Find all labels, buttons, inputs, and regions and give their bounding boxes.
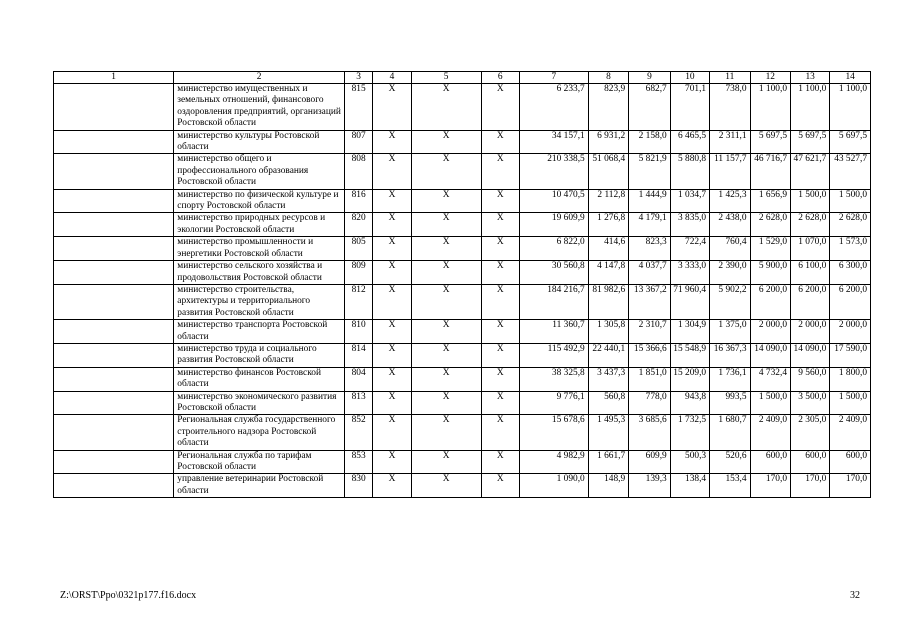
column-header-12: 12	[750, 72, 790, 84]
cell-col-12: 2 000,0	[750, 320, 790, 344]
cell-col-4: Х	[373, 343, 411, 367]
empty-cell	[54, 450, 174, 474]
empty-cell	[54, 130, 174, 154]
column-header-7: 7	[519, 72, 588, 84]
cell-col-3: 809	[344, 261, 372, 285]
cell-col-4: Х	[373, 84, 411, 131]
cell-col-4: Х	[373, 261, 411, 285]
table-row	[54, 320, 871, 344]
cell-col-13: 1 100,0	[791, 84, 830, 131]
header-row	[54, 72, 871, 84]
empty-cell	[54, 320, 174, 344]
cell-col-7: 4 982,9	[519, 450, 588, 474]
cell-col-11: 1 680,7	[710, 415, 750, 450]
page-number: 32	[850, 590, 860, 601]
cell-col-4: Х	[373, 284, 411, 319]
budget-table	[53, 71, 871, 498]
cell-col-3: 852	[344, 415, 372, 450]
cell-col-14: 1 100,0	[830, 84, 871, 131]
cell-col-8: 3 437,3	[588, 367, 628, 391]
cell-col-3: 853	[344, 450, 372, 474]
table-row	[54, 391, 871, 415]
cell-col-3: 830	[344, 474, 372, 498]
cell-col-5: Х	[411, 130, 481, 154]
cell-col-10: 1 034,7	[670, 189, 709, 213]
cell-col-13: 2 628,0	[791, 213, 830, 237]
cell-col-12: 1 529,0	[750, 237, 790, 261]
cell-col-2: министерство промышленности и энергетики Ростовской области	[174, 237, 345, 261]
empty-cell	[54, 343, 174, 367]
cell-col-7: 184 216,7	[519, 284, 588, 319]
cell-col-7: 19 609,9	[519, 213, 588, 237]
cell-col-12: 6 200,0	[750, 284, 790, 319]
cell-col-2: министерство финансов Ростовской области	[174, 367, 345, 391]
cell-col-13: 6 200,0	[791, 284, 830, 319]
cell-col-5: Х	[411, 154, 481, 189]
cell-col-8: 1 305,8	[588, 320, 628, 344]
cell-col-13: 6 100,0	[791, 261, 830, 285]
cell-col-13: 5 697,5	[791, 130, 830, 154]
cell-col-13: 1 500,0	[791, 189, 830, 213]
table-row	[54, 261, 871, 285]
cell-col-12: 600,0	[750, 450, 790, 474]
table-row	[54, 237, 871, 261]
cell-col-3: 804	[344, 367, 372, 391]
cell-col-2: министерство труда и социального развития Ростовской области	[174, 343, 345, 367]
cell-col-7: 6 233,7	[519, 84, 588, 131]
cell-col-5: Х	[411, 261, 481, 285]
cell-col-2: Региональная служба по тарифам Ростовской области	[174, 450, 345, 474]
cell-col-10: 943,8	[670, 391, 709, 415]
cell-col-8: 1 495,3	[588, 415, 628, 450]
cell-col-12: 2 628,0	[750, 213, 790, 237]
cell-col-4: Х	[373, 450, 411, 474]
cell-col-4: Х	[373, 213, 411, 237]
cell-col-14: 6 300,0	[830, 261, 871, 285]
cell-col-9: 1 851,0	[629, 367, 671, 391]
table-row	[54, 343, 871, 367]
cell-col-8: 414,6	[588, 237, 628, 261]
column-header-6: 6	[481, 72, 519, 84]
empty-cell	[54, 284, 174, 319]
table-row	[54, 415, 871, 450]
empty-cell	[54, 474, 174, 498]
cell-col-8: 6 931,2	[588, 130, 628, 154]
cell-col-11: 2 390,0	[710, 261, 750, 285]
cell-col-4: Х	[373, 237, 411, 261]
cell-col-7: 210 338,5	[519, 154, 588, 189]
column-header-4: 4	[373, 72, 411, 84]
cell-col-13: 2 305,0	[791, 415, 830, 450]
cell-col-12: 1 500,0	[750, 391, 790, 415]
cell-col-4: Х	[373, 154, 411, 189]
cell-col-12: 14 090,0	[750, 343, 790, 367]
column-header-11: 11	[710, 72, 750, 84]
cell-col-8: 4 147,8	[588, 261, 628, 285]
cell-col-4: Х	[373, 415, 411, 450]
cell-col-6: Х	[481, 189, 519, 213]
empty-cell	[54, 415, 174, 450]
table-row	[54, 130, 871, 154]
cell-col-11: 153,4	[710, 474, 750, 498]
cell-col-14: 1 500,0	[830, 391, 871, 415]
cell-col-3: 808	[344, 154, 372, 189]
cell-col-9: 4 037,7	[629, 261, 671, 285]
cell-col-9: 2 310,7	[629, 320, 671, 344]
cell-col-9: 609,9	[629, 450, 671, 474]
cell-col-2: министерство сельского хозяйства и продовольствия Ростовской области	[174, 261, 345, 285]
column-header-10: 10	[670, 72, 709, 84]
column-header-9: 9	[629, 72, 671, 84]
cell-col-7: 11 360,7	[519, 320, 588, 344]
cell-col-14: 1 500,0	[830, 189, 871, 213]
cell-col-6: Х	[481, 237, 519, 261]
cell-col-7: 30 560,8	[519, 261, 588, 285]
cell-col-4: Х	[373, 391, 411, 415]
cell-col-7: 9 776,1	[519, 391, 588, 415]
cell-col-8: 81 982,6	[588, 284, 628, 319]
cell-col-10: 3 333,0	[670, 261, 709, 285]
cell-col-10: 138,4	[670, 474, 709, 498]
cell-col-7: 1 090,0	[519, 474, 588, 498]
cell-col-2: министерство культуры Ростовской области	[174, 130, 345, 154]
cell-col-12: 1 100,0	[750, 84, 790, 131]
empty-cell	[54, 237, 174, 261]
cell-col-9: 13 367,2	[629, 284, 671, 319]
cell-col-10: 500,3	[670, 450, 709, 474]
cell-col-5: Х	[411, 189, 481, 213]
cell-col-3: 814	[344, 343, 372, 367]
cell-col-6: Х	[481, 415, 519, 450]
cell-col-8: 1 276,8	[588, 213, 628, 237]
cell-col-11: 520,6	[710, 450, 750, 474]
cell-col-14: 1 800,0	[830, 367, 871, 391]
cell-col-3: 816	[344, 189, 372, 213]
table-row	[54, 367, 871, 391]
cell-col-10: 15 209,0	[670, 367, 709, 391]
table-row	[54, 84, 871, 131]
cell-col-3: 813	[344, 391, 372, 415]
column-header-13: 13	[791, 72, 830, 84]
cell-col-6: Х	[481, 343, 519, 367]
cell-col-11: 738,0	[710, 84, 750, 131]
cell-col-2: министерство транспорта Ростовской области	[174, 320, 345, 344]
column-header-5: 5	[411, 72, 481, 84]
cell-col-8: 148,9	[588, 474, 628, 498]
cell-col-14: 17 590,0	[830, 343, 871, 367]
cell-col-10: 15 548,9	[670, 343, 709, 367]
cell-col-4: Х	[373, 189, 411, 213]
cell-col-6: Х	[481, 130, 519, 154]
cell-col-10: 1 732,5	[670, 415, 709, 450]
cell-col-5: Х	[411, 84, 481, 131]
empty-cell	[54, 189, 174, 213]
cell-col-5: Х	[411, 284, 481, 319]
cell-col-11: 16 367,3	[710, 343, 750, 367]
cell-col-2: министерство общего и профессионального образования Ростовской области	[174, 154, 345, 189]
cell-col-5: Х	[411, 343, 481, 367]
cell-col-13: 600,0	[791, 450, 830, 474]
cell-col-12: 5 697,5	[750, 130, 790, 154]
cell-col-13: 3 500,0	[791, 391, 830, 415]
cell-col-14: 2 628,0	[830, 213, 871, 237]
cell-col-4: Х	[373, 367, 411, 391]
cell-col-11: 1 425,3	[710, 189, 750, 213]
empty-cell	[54, 84, 174, 131]
cell-col-2: министерство по физической культуре и спорту Ростовской области	[174, 189, 345, 213]
cell-col-14: 2 409,0	[830, 415, 871, 450]
cell-col-3: 820	[344, 213, 372, 237]
column-header-8: 8	[588, 72, 628, 84]
cell-col-13: 2 000,0	[791, 320, 830, 344]
cell-col-7: 6 822,0	[519, 237, 588, 261]
cell-col-5: Х	[411, 320, 481, 344]
cell-col-11: 11 157,7	[710, 154, 750, 189]
cell-col-9: 5 821,9	[629, 154, 671, 189]
cell-col-11: 2 438,0	[710, 213, 750, 237]
cell-col-9: 4 179,1	[629, 213, 671, 237]
cell-col-6: Х	[481, 320, 519, 344]
column-header-2: 2	[174, 72, 345, 84]
column-header-3: 3	[344, 72, 372, 84]
cell-col-5: Х	[411, 367, 481, 391]
cell-col-7: 10 470,5	[519, 189, 588, 213]
cell-col-3: 807	[344, 130, 372, 154]
cell-col-6: Х	[481, 391, 519, 415]
cell-col-5: Х	[411, 213, 481, 237]
cell-col-10: 3 835,0	[670, 213, 709, 237]
empty-cell	[54, 367, 174, 391]
cell-col-3: 805	[344, 237, 372, 261]
table-row	[54, 284, 871, 319]
cell-col-11: 1 736,1	[710, 367, 750, 391]
cell-col-11: 760,4	[710, 237, 750, 261]
cell-col-12: 1 656,9	[750, 189, 790, 213]
table-row	[54, 474, 871, 498]
cell-col-12: 4 732,4	[750, 367, 790, 391]
cell-col-4: Х	[373, 130, 411, 154]
cell-col-7: 15 678,6	[519, 415, 588, 450]
cell-col-2: министерство имущественных и земельных отношений, финансового оздоровления предприятий, организаций Ростовской области	[174, 84, 345, 131]
cell-col-6: Х	[481, 367, 519, 391]
cell-col-6: Х	[481, 213, 519, 237]
cell-col-6: Х	[481, 284, 519, 319]
cell-col-10: 722,4	[670, 237, 709, 261]
column-header-14: 14	[830, 72, 871, 84]
cell-col-14: 5 697,5	[830, 130, 871, 154]
cell-col-3: 812	[344, 284, 372, 319]
cell-col-13: 1 070,0	[791, 237, 830, 261]
cell-col-10: 71 960,4	[670, 284, 709, 319]
cell-col-6: Х	[481, 474, 519, 498]
empty-cell	[54, 154, 174, 189]
empty-cell	[54, 213, 174, 237]
cell-col-4: Х	[373, 474, 411, 498]
cell-col-6: Х	[481, 84, 519, 131]
cell-col-3: 810	[344, 320, 372, 344]
cell-col-5: Х	[411, 237, 481, 261]
cell-col-10: 6 465,5	[670, 130, 709, 154]
cell-col-2: управление ветеринарии Ростовской области	[174, 474, 345, 498]
cell-col-13: 9 560,0	[791, 367, 830, 391]
cell-col-8: 51 068,4	[588, 154, 628, 189]
table-row	[54, 154, 871, 189]
cell-col-13: 47 621,7	[791, 154, 830, 189]
cell-col-6: Х	[481, 261, 519, 285]
cell-col-9: 139,3	[629, 474, 671, 498]
column-header-1: 1	[54, 72, 174, 84]
cell-col-2: министерство строительства, архитектуры и территориального развития Ростовской области	[174, 284, 345, 319]
cell-col-11: 5 902,2	[710, 284, 750, 319]
cell-col-6: Х	[481, 154, 519, 189]
cell-col-5: Х	[411, 474, 481, 498]
cell-col-14: 170,0	[830, 474, 871, 498]
cell-col-12: 170,0	[750, 474, 790, 498]
cell-col-8: 2 112,8	[588, 189, 628, 213]
cell-col-9: 682,7	[629, 84, 671, 131]
cell-col-9: 778,0	[629, 391, 671, 415]
cell-col-5: Х	[411, 391, 481, 415]
cell-col-9: 3 685,6	[629, 415, 671, 450]
cell-col-9: 1 444,9	[629, 189, 671, 213]
cell-col-11: 2 311,1	[710, 130, 750, 154]
cell-col-8: 823,9	[588, 84, 628, 131]
cell-col-12: 46 716,7	[750, 154, 790, 189]
cell-col-9: 2 158,0	[629, 130, 671, 154]
cell-col-14: 2 000,0	[830, 320, 871, 344]
table-row	[54, 189, 871, 213]
cell-col-9: 823,3	[629, 237, 671, 261]
footer-file-path: Z:\ORST\Ppo\0321p177.f16.docx	[60, 590, 197, 601]
cell-col-9: 15 366,6	[629, 343, 671, 367]
cell-col-14: 43 527,7	[830, 154, 871, 189]
cell-col-13: 14 090,0	[791, 343, 830, 367]
table-row	[54, 450, 871, 474]
cell-col-8: 1 661,7	[588, 450, 628, 474]
cell-col-10: 1 304,9	[670, 320, 709, 344]
cell-col-10: 701,1	[670, 84, 709, 131]
cell-col-12: 2 409,0	[750, 415, 790, 450]
cell-col-11: 1 375,0	[710, 320, 750, 344]
cell-col-4: Х	[373, 320, 411, 344]
cell-col-7: 115 492,9	[519, 343, 588, 367]
empty-cell	[54, 261, 174, 285]
cell-col-7: 38 325,8	[519, 367, 588, 391]
cell-col-14: 6 200,0	[830, 284, 871, 319]
cell-col-3: 815	[344, 84, 372, 131]
cell-col-7: 34 157,1	[519, 130, 588, 154]
cell-col-8: 22 440,1	[588, 343, 628, 367]
cell-col-2: министерство природных ресурсов и экологии Ростовской области	[174, 213, 345, 237]
cell-col-11: 993,5	[710, 391, 750, 415]
table-row	[54, 213, 871, 237]
cell-col-10: 5 880,8	[670, 154, 709, 189]
cell-col-2: Региональная служба государственного строительного надзора Ростовской области	[174, 415, 345, 450]
cell-col-8: 560,8	[588, 391, 628, 415]
cell-col-5: Х	[411, 450, 481, 474]
cell-col-2: министерство экономического развития Ростовской области	[174, 391, 345, 415]
cell-col-14: 1 573,0	[830, 237, 871, 261]
cell-col-5: Х	[411, 415, 481, 450]
cell-col-6: Х	[481, 450, 519, 474]
cell-col-12: 5 900,0	[750, 261, 790, 285]
empty-cell	[54, 391, 174, 415]
cell-col-14: 600,0	[830, 450, 871, 474]
cell-col-13: 170,0	[791, 474, 830, 498]
